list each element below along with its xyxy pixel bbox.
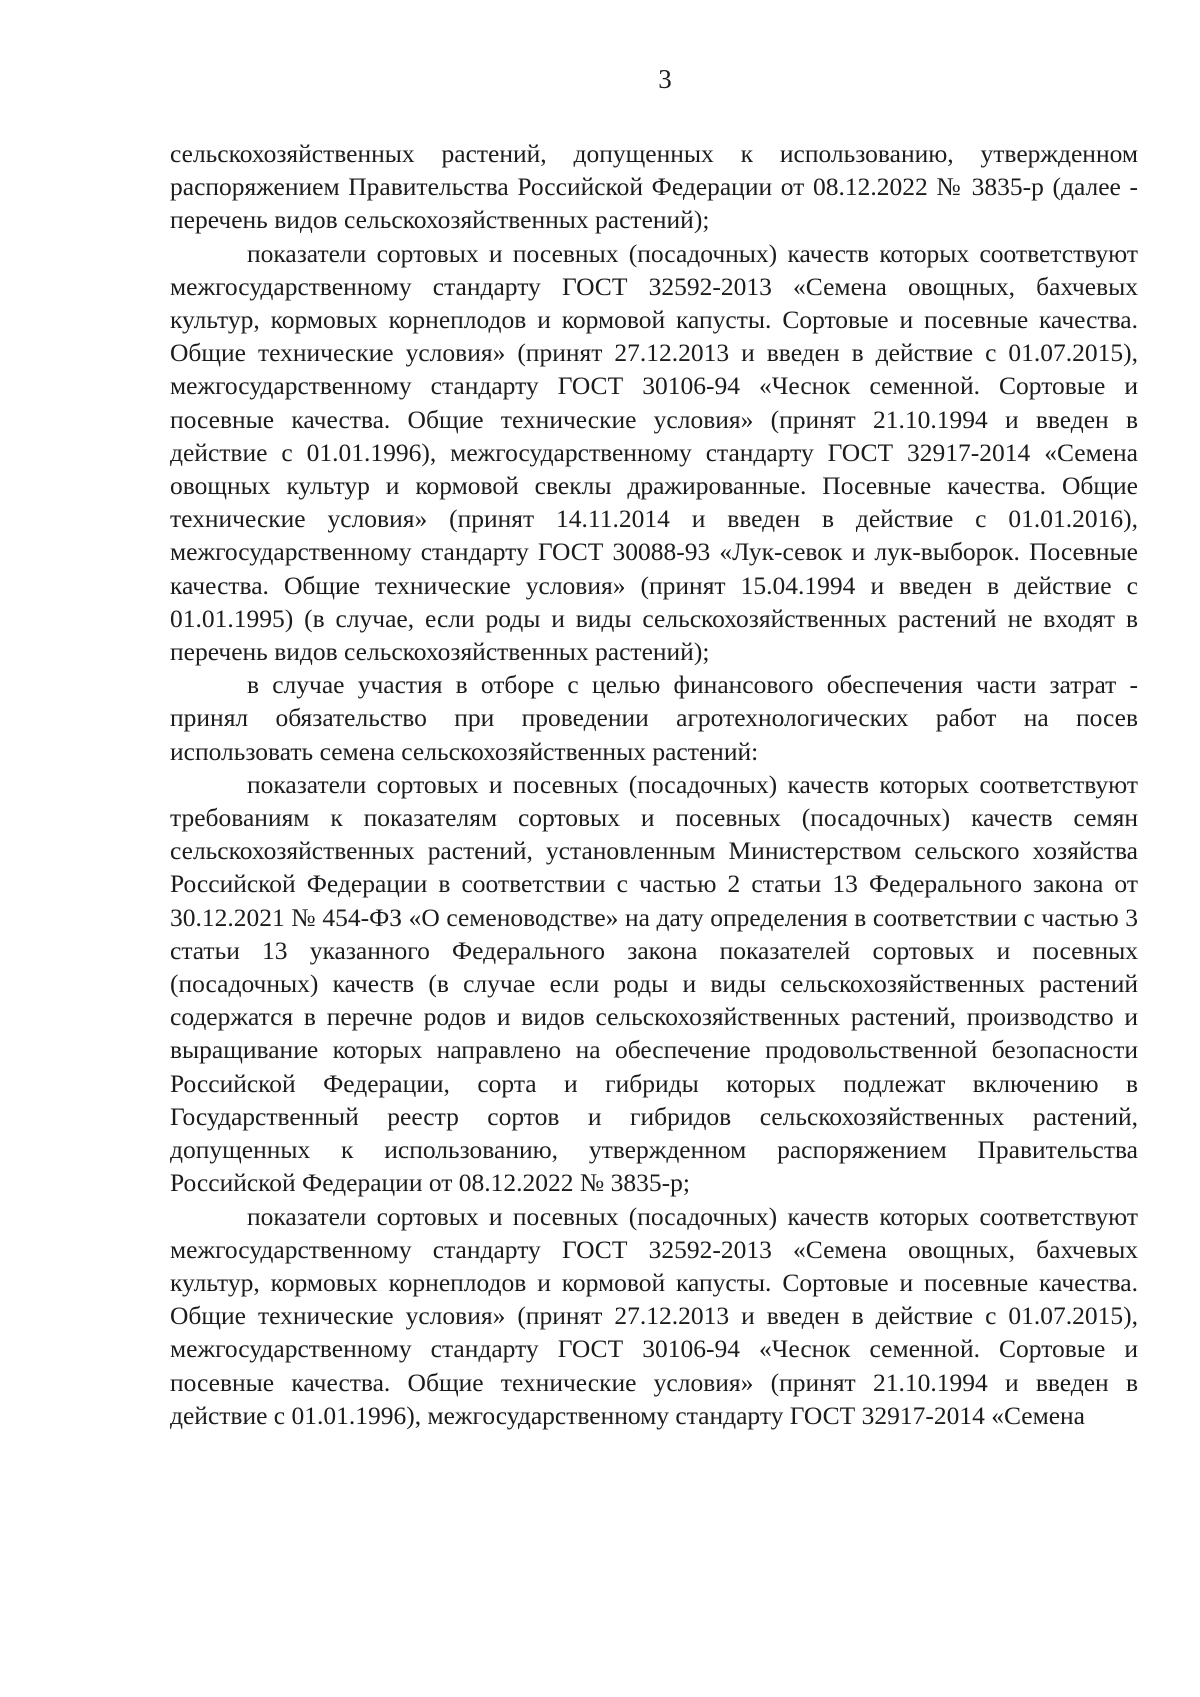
paragraph-continuation: сельскохозяйственных растений, допущенных к использованию, утвержденном распоряжением Правительства Российской Федерации от 08.12.2022 № 3835-р (далее - перечень видов сельскохозяйственных растений); [170, 139, 1138, 235]
document-body [170, 137, 1138, 1432]
page-number: 3 [658, 64, 672, 94]
paragraph-gost-standards: показатели сортовых и посевных (посадочных) качеств которых соответствуют межгосударственному стандарту ГОСТ 32592-2013 «Семена овощных, бахчевых культур, кормовых корнеплодов и кормовой капусты. Сортовые и посевные качества. Общие технические условия» (принят 27.12.2013 и введен в действие с 01.07.2015), межгосударственному стандарту ГОСТ 30106-94 «Чеснок семенной. Сортовые и посевные качества. Общие технические условия» (принят 21.10.1994 и введен в действие с 01.01.1996), межгосударственному стандарту ГОСТ 32917-2014 «Семена овощных культур и кормовой свеклы дражированные. Посевные качества. Общие технические условия» (принят 14.11.2014 и введен в действие с 01.01.2016), межгосударственному стандарту ГОСТ 30088-93 «Лук-севок и лук-выборок. Посевные качества. Общие технические условия» (принят 15.04.1994 и введен в действие с 01.01.1995) (в случае, если роды и виды сельскохозяйственных растений не входят в перечень видов сельскохозяйственных растений); [170, 238, 1138, 667]
paragraph-seed-quality-requirements: показатели сортовых и посевных (посадочных) качеств которых соответствуют требованиям к показателям сортовых и посевных (посадочных) качеств семян сельскохозяйственных растений, установленным Министерством сельского хозяйства Российской Федерации в соответствии с частью 2 статьи 13 Федерального закона от 30.12.2021 № 454-ФЗ «О семеноводстве» на дату определения в соответствии с частью 3 статьи 13 указанного Федерального закона показателей сортовых и посевных (посадочных) качеств (в случае если роды и виды сельскохозяйственных растений содержатся в перечне родов и видов сельскохозяйственных растений, производство и выращивание которых направлено на обеспечение продовольственной безопасности Российской Федерации, сорта и гибриды которых подлежат включению в Государственный реестр сортов и гибридов сельскохозяйственных растений, допущенных к использованию, утвержденном распоряжением Правительства Российской Федерации от 08.12.2022 № 3835-р; [170, 769, 1138, 1198]
paragraph-gost-standards-repeat: показатели сортовых и посевных (посадочных) качеств которых соответствуют межгосударственному стандарту ГОСТ 32592-2013 «Семена овощных, бахчевых культур, кормовых корнеплодов и кормовой капусты. Сортовые и посевные качества. Общие технические условия» (принят 27.12.2013 и введен в действие с 01.07.2015), межгосударственному стандарту ГОСТ 30106-94 «Чеснок семенной. Сортовые и посевные качества. Общие технические условия» (принят 21.10.1994 и введен в действие с 01.01.1996), межгосударственному стандарту ГОСТ 32917-2014 «Семена [170, 1201, 1138, 1430]
paragraph-selection-obligation: в случае участия в отборе с целью финансового обеспечения части затрат - принял обязательство при проведении агротехнологических работ на посев использовать семена сельскохозяйственных растений: [170, 670, 1138, 766]
